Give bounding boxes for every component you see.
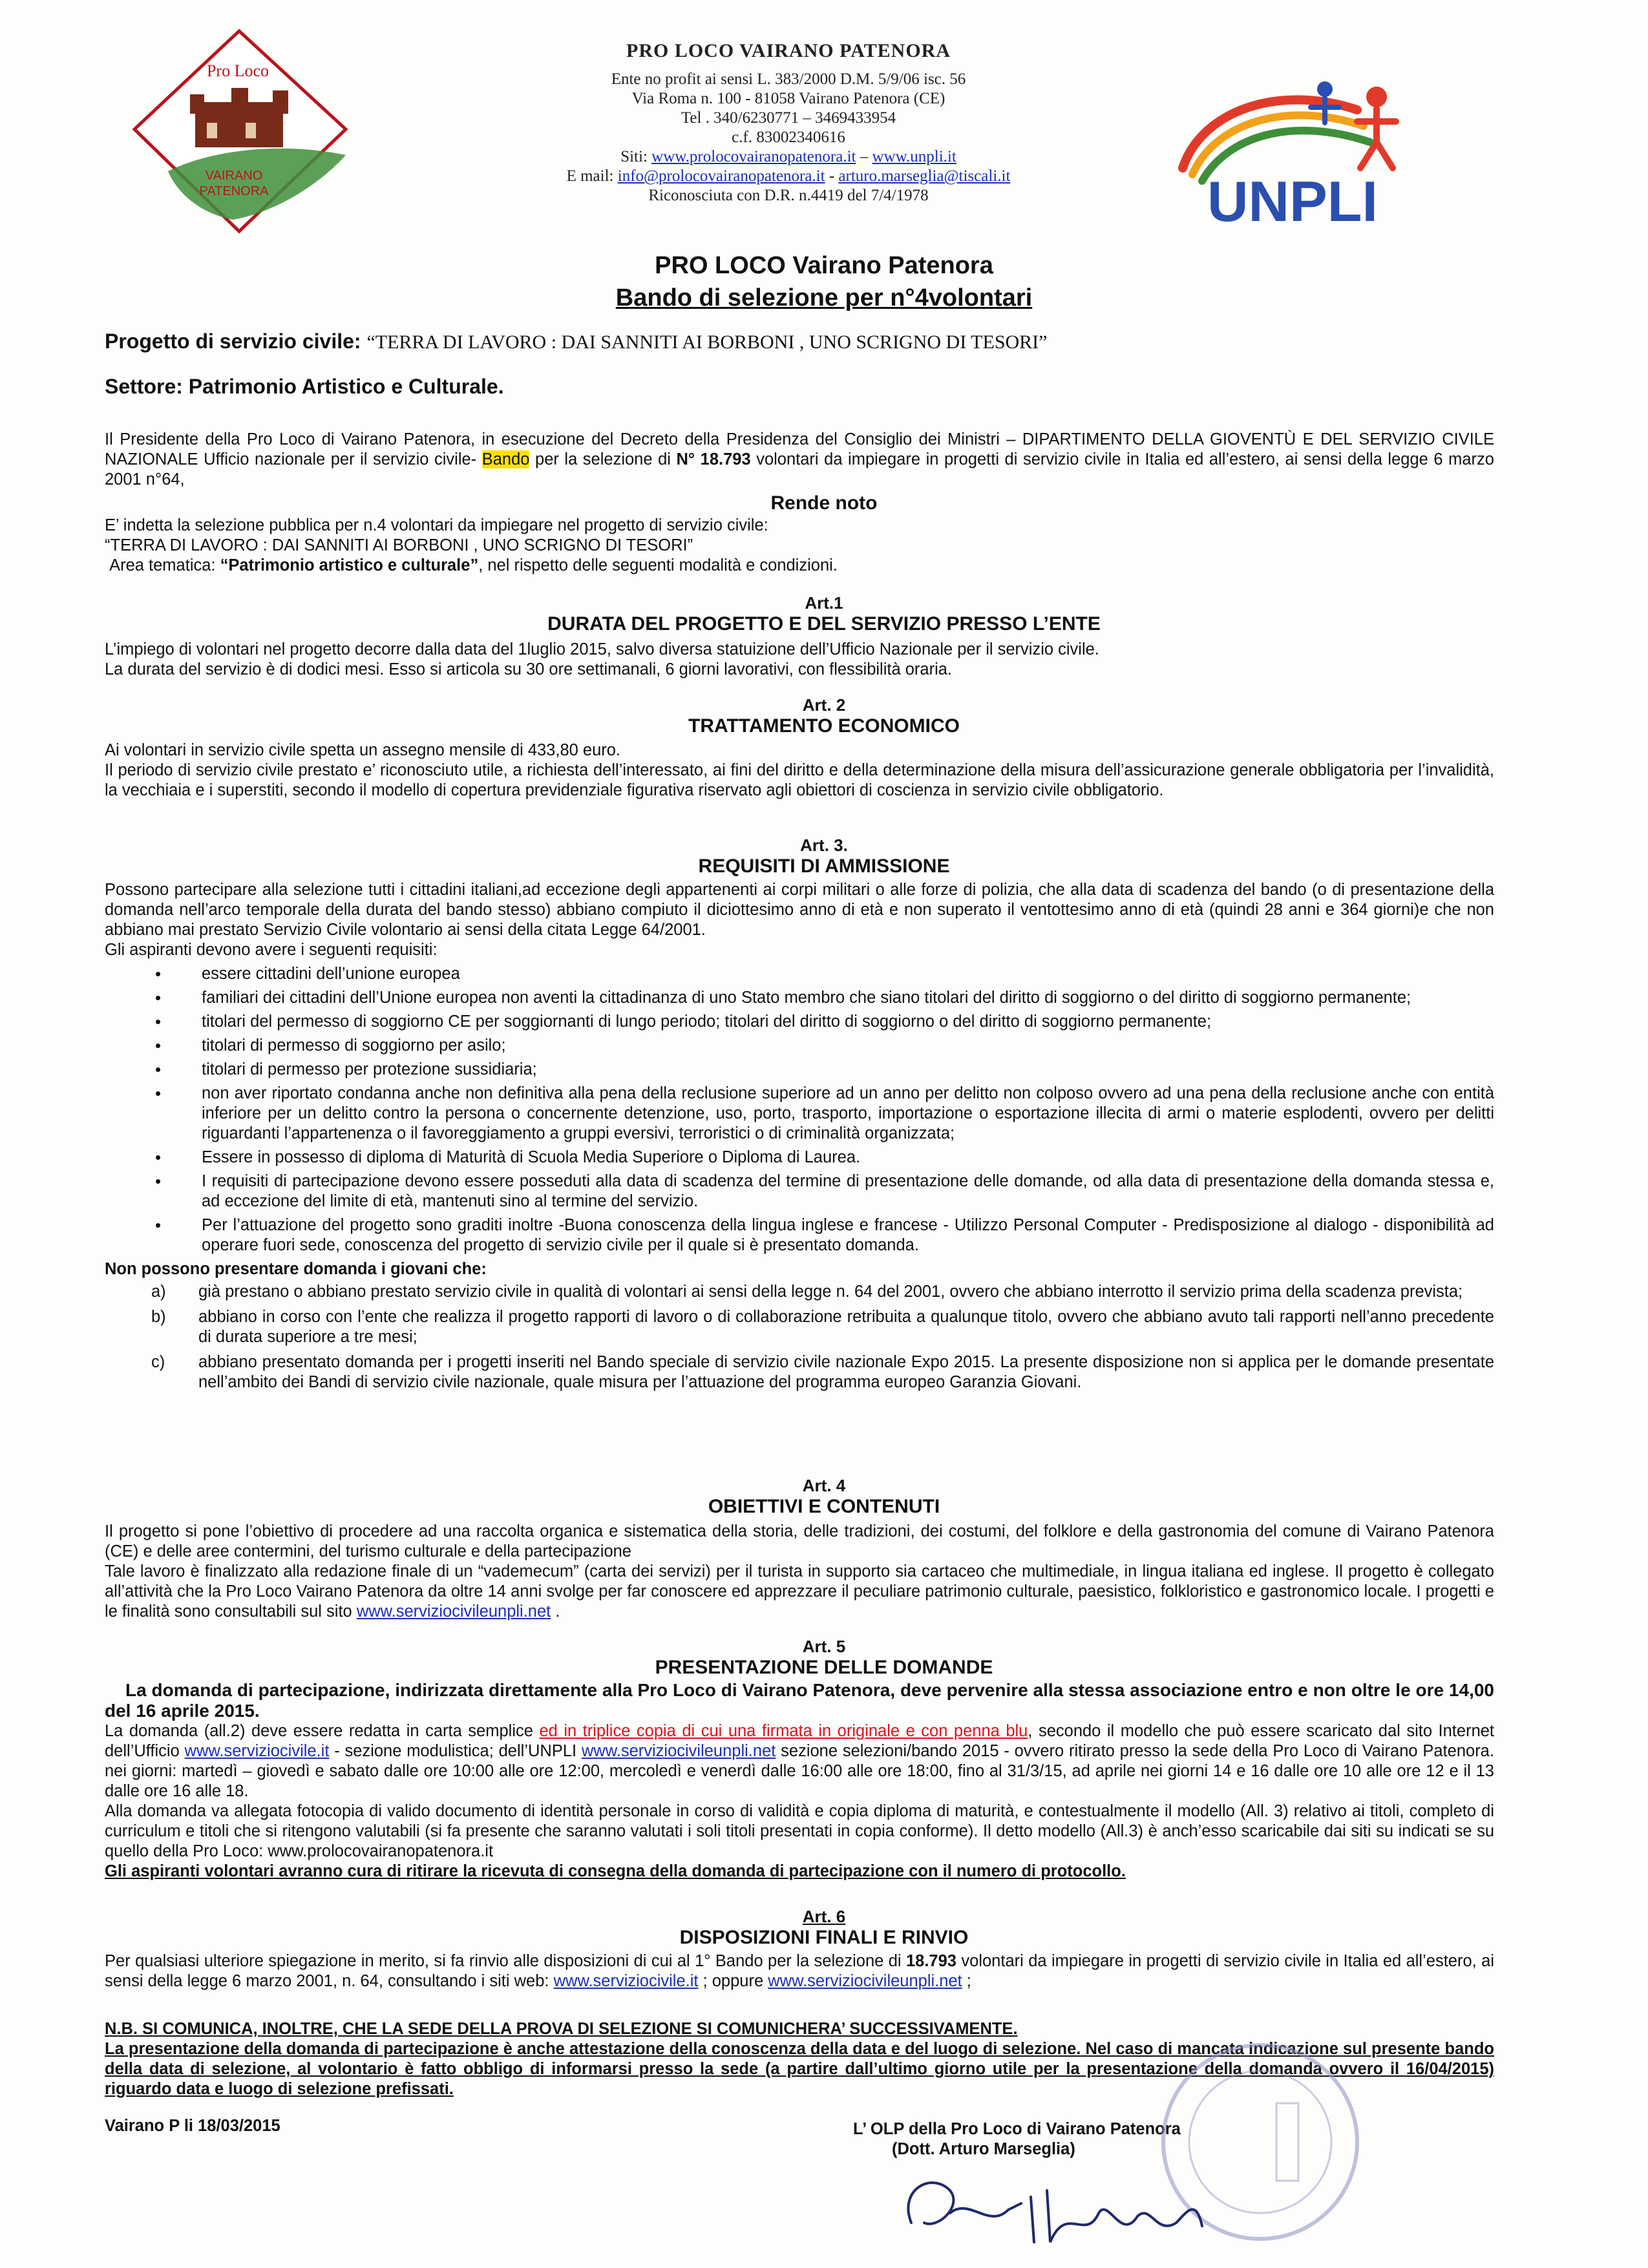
- logo-text-bottom-2: PATENORA: [199, 184, 269, 198]
- rende-line2: “TERRA DI LAVORO : DAI SANNITI AI BORBONI , UNO SCRIGNO DI TESORI”: [105, 536, 693, 554]
- bullet: •: [155, 1215, 162, 1235]
- art4-para2: [105, 1562, 1494, 1622]
- requirement-text: familiari dei cittadini dell’Unione europea non aventi la cittadinanza di uno Stato membro che siano titolari del diritto di soggiorno o del diritto di soggiorno permanente;: [202, 989, 1411, 1007]
- requirement-item: [105, 1171, 1494, 1212]
- art3-body: [105, 880, 1494, 1398]
- art2-line2: Il periodo di servizio civile prestato e’ riconosciuto utile, a richiesta dell’interessato, ai fini del diritto e della determinazione della misura dell’assicurazione generale obbligatoria per l’invalidità, la vecchiaia e i superstiti, secondo il modello di copertura previdenziale figurativa riservato agli obiettori di coscienza in servizio civile obbligatorio.: [105, 761, 1494, 799]
- intro-part3: volontari da impiegare in progetti di servizio civile in Italia ed all’estero, ai sensi della legge 6 marzo 2001 n°64,: [105, 450, 1494, 488]
- art5-p2-a: La domanda (all.2) deve essere redatta in carta semplice: [105, 1722, 533, 1740]
- art1-line2: La durata del servizio è di dodici mesi. Esso si articola su 30 ore settimanali, 6 giorni lavorativi, con flessibilità oraria.: [105, 660, 953, 678]
- letterhead-sites: [388, 147, 1189, 167]
- unpli-logo: [1163, 71, 1435, 246]
- intro-paragraph: [105, 430, 1494, 490]
- art5-red-text: ed in triplice copia di cui una firmata in originale e con penna blu: [539, 1722, 1028, 1740]
- logo-text-bottom-1: VAIRANO: [205, 169, 263, 183]
- exclusion-mark: a): [151, 1283, 166, 1301]
- art5-link-unpli[interactable]: www.serviziocivileunpli.net: [581, 1742, 776, 1760]
- requirement-text: titolari del permesso di soggiorno CE per soggiornanti di lungo periodo; titolari del diritto di soggiorno o del diritto di soggiorno permanente;: [202, 1013, 1212, 1031]
- exclusion-text: abbiano in corso con l’ente che realizza il progetto rapporti di lavoro o di collaborazione retribuita a qualunque titolo, ovvero che abbiano avuto tali rapporti nell’anno precedente di durata superiore a tre mesi;: [198, 1308, 1494, 1346]
- art6-link-unpli[interactable]: www.serviziocivileunpli.net: [768, 1972, 962, 1990]
- art1-line1: L’impiego di volontari nel progetto decorre dalla data del 1luglio 2015, salvo diversa statuizione dell’Ufficio Nazionale per il servizio civile.: [105, 640, 1099, 658]
- bullet: •: [155, 1084, 162, 1103]
- highlighted-bando: Bando: [481, 450, 530, 468]
- art5-title: PRESENTAZIONE DELLE DOMANDE: [655, 1657, 993, 1678]
- requirement-item: [105, 1012, 1494, 1032]
- art3-title: REQUISITI DI AMMISSIONE: [698, 856, 950, 877]
- art6-para: [105, 1951, 1494, 1991]
- letterhead-email: [388, 167, 1189, 186]
- nb-para: La presentazione della domanda di partecipazione è anche attestazione della conoscenza della data e del luogo di selezione. Nel caso di mancata indicazione sul presente bando della data di selezione, al volontario è fatto obbligo di informarsi presso la sede (a partire dall’ultimo giorno utile per la presentazione della domanda ovvero il 16/04/2015) riguardo data e luogo di selezione prefissati.: [105, 2040, 1494, 2098]
- olp-title: L’ OLP della Pro Loco di Vairano Patenora: [853, 2120, 1181, 2138]
- logo-text-top: Pro Loco: [206, 61, 269, 80]
- document-subtitle: [0, 284, 1648, 312]
- requirement-text: essere cittadini dell’unione europea: [202, 965, 460, 983]
- intro-part2: per la selezione di: [535, 450, 671, 468]
- art6-title: DISPOSIZIONI FINALI E RINVIO: [679, 1927, 969, 1948]
- art6-body: [105, 1951, 1494, 1991]
- requirement-item: [105, 1084, 1494, 1144]
- letterhead-line3: Tel . 340/6230771 – 3469433954: [681, 109, 896, 127]
- rende-line3: [105, 556, 1494, 576]
- bullet: •: [155, 1171, 162, 1191]
- exclusions-list: [105, 1282, 1494, 1392]
- art6-number: Art. 6: [802, 1907, 846, 1926]
- rende-line3-pre: Area tematica:: [109, 556, 216, 574]
- requirement-text: I requisiti di partecipazione devono essere posseduti alla data di scadenza del termine di presentazione delle domande, od alla data di presentazione della domanda stessa e, ad eccezione del limite di età, mantenuti sino al termine del servizio.: [202, 1172, 1494, 1210]
- requirement-item: [105, 964, 1494, 984]
- art5-para3: Alla domanda va allegata fotocopia di valido documento di identità personale in corso di validità e copia diploma di maturità, e contestualmente il modello (All. 3) relativo ai titoli, completo di curriculum e titoli che si ritengono valutabili (si fa presente che saranno valutati i soli titoli presentati in copia conforme). Il detto modello (All.3) è anch’esso scaricabile dai siti su indicati se su quello della Pro Loco: www.prolocovairanopatenora.it: [105, 1802, 1494, 1860]
- letterhead-recognition: Riconosciuta con D.R. n.4419 del 7/4/1978: [648, 187, 929, 204]
- site-link-unpli[interactable]: www.unpli.it: [872, 148, 956, 165]
- place-date: Vairano P li 18/03/2015: [105, 2117, 280, 2135]
- bullet: •: [155, 988, 162, 1007]
- email-label: E mail:: [566, 167, 614, 185]
- pro-loco-logo: [123, 26, 368, 239]
- art4-title: OBIETTIVI E CONTENUTI: [708, 1496, 940, 1517]
- art4-para1: Il progetto si pone l’obiettivo di procedere ad una raccolta organica e sistematica della storia, delle tradizioni, dei costumi, del folklore e della gastronomia del comune di Vairano Patenora (CE) e delle aree contermini, del turismo culturale e della partecipazione: [105, 1522, 1494, 1560]
- art5-heading: [0, 1636, 1648, 1679]
- requirement-item: [105, 1215, 1494, 1255]
- art2-line1: Ai volontari in servizio civile spetta un assegno mensile di 433,80 euro.: [105, 741, 621, 759]
- art4-number: Art. 4: [802, 1476, 846, 1495]
- requirement-text: titolari di permesso per protezione sussidiaria;: [202, 1060, 537, 1078]
- exclusion-mark: c): [151, 1353, 165, 1371]
- signer-name: (Dott. Arturo Marseglia): [892, 2140, 1075, 2158]
- letterhead-line4: c.f. 83002340616: [732, 129, 845, 146]
- bullet: •: [155, 1036, 162, 1055]
- email-link-arturo[interactable]: arturo.marseglia@tiscali.it: [838, 167, 1011, 185]
- art1-number: Art.1: [805, 593, 843, 613]
- art3-intro: Possono partecipare alla selezione tutti i cittadini italiani,ad eccezione degli appartenenti ai corpi militari o alle forze di polizia, che alla data di scadenza del bando (o di presentazione della domanda nell’arco temporale della durata del bando stesso) abbiano compiuto il diciottesimo anno di età e non superato il ventottesimo anno di età (quindi 28 anni e 364 giorni)e che non abbiano mai prestato Servizio Civile volontario ai sensi della citata Legge 64/2001.: [105, 881, 1494, 939]
- art5-p2-c: - sezione modulistica; dell’UNPLI: [334, 1742, 577, 1760]
- unpli-wordmark: UNPLI: [1207, 169, 1378, 233]
- rende-noto-heading: Rende noto: [770, 492, 878, 514]
- art5-link-serviziocivile[interactable]: www.serviziocivile.it: [184, 1742, 330, 1760]
- letterhead-details: [388, 70, 1189, 205]
- site-link-proloco[interactable]: www.prolocovairanopatenora.it: [651, 148, 856, 165]
- art6-p1-d: ;: [966, 1972, 971, 1990]
- art5-para4: Gli aspiranti volontari avranno cura di ritirare la ricevuta di consegna della domanda di partecipazione con il numero di protocollo.: [105, 1862, 1126, 1880]
- art3-number: Art. 3.: [800, 835, 848, 855]
- project-name: “TERRA DI LAVORO : DAI SANNITI AI BORBONI , UNO SCRIGNO DI TESORI”: [366, 331, 1048, 353]
- sites-label: Siti:: [620, 148, 648, 165]
- art3-req-lead: Gli aspiranti devono avere i seguenti requisiti:: [105, 941, 438, 959]
- art6-link-serviziocivile[interactable]: www.serviziocivile.it: [553, 1972, 699, 1990]
- intro-part1: Il Presidente della Pro Loco di Vairano Patenora, in esecuzione del Decreto della Presidenza del Consiglio dei Ministri – DIPARTIMENTO DELLA GIOVENTÙ E DEL SERVIZIO CIVILE NAZIONALE Ufficio nazionale per il servizio civile-: [105, 430, 1494, 468]
- requirement-item: [105, 988, 1494, 1008]
- rende-line3-post: , nel rispetto delle seguenti modalità e condizioni.: [478, 556, 838, 574]
- art6-number-value: 18.793: [905, 1952, 956, 1970]
- requirement-item: [105, 1060, 1494, 1080]
- exclusion-item: [105, 1352, 1494, 1392]
- art1-heading: [0, 593, 1648, 635]
- art5-body: [105, 1680, 1494, 1882]
- art5-p2-d: sezione selezioni/bando 2015 - ovvero ritirato presso la sede della Pro Loco di Vairano Patenora. nei giorni: martedì – giovedì e sabato dalle ore 10:00 alle ore 12:00, mercoledì e venerdì dalle 16:00 alle ore 18:00, fino al 31/3/15, ad aprile nei giorni 14 e 16 dalle ore 10 alle ore 12 e il 13 dalle ore 16 alle 18.: [105, 1742, 1494, 1800]
- art4-body: [105, 1522, 1494, 1622]
- art2-heading: [0, 695, 1648, 737]
- art2-title: TRATTAMENTO ECONOMICO: [688, 715, 960, 737]
- document-subtitle-text: Bando di selezione per n°4volontari: [615, 284, 1033, 311]
- exclusion-mark: b): [151, 1308, 166, 1326]
- art4-link-unpli[interactable]: www.serviziocivileunpli.net: [356, 1602, 551, 1621]
- email-separator: -: [829, 167, 835, 185]
- art4-heading: [0, 1475, 1648, 1518]
- art4-end: .: [555, 1602, 560, 1621]
- art6-p1-a: Per qualsiasi ulteriore spiegazione in merito, si fa rinvio alle disposizioni di cui al 1° Bando per la selezione di: [105, 1952, 902, 1970]
- requirements-list: [105, 964, 1494, 1255]
- rende-line1: E’ indetta la selezione pubblica per n.4 volontari da impiegare nel progetto di servizio civile:: [105, 516, 768, 534]
- art1-body: [105, 640, 1494, 680]
- exclusion-text: già prestano o abbiano prestato servizio civile in qualità di volontari ai sensi della legge n. 64 del 2001, ovvero che abbiano interrotto il servizio prima della scadenza prevista;: [198, 1283, 1463, 1301]
- email-link-info[interactable]: info@prolocovairanopatenora.it: [617, 167, 825, 185]
- requirement-text: titolari di permesso di soggiorno per asilo;: [202, 1036, 506, 1055]
- art5-p2-b: , secondo il modello che può essere scaricato dal sito Internet dell’Ufficio: [105, 1722, 1495, 1760]
- requirement-text: Per l’attuazione del progetto sono graditi inoltre -Buona conoscenza della lingua inglese e francese - Utilizzo Personal Computer - Predisposizione al dialogo - disponibilità ad operare fuori sede, conoscenza del progetto di servizio civile per il quale si è presentato domanda.: [202, 1216, 1494, 1254]
- nb-line1: N.B. SI COMUNICA, INOLTRE, CHE LA SEDE DELLA PROVA DI SELEZIONE SI COMUNICHERA’ SUCCESSIVAMENTE.: [105, 2020, 1018, 2038]
- rende-line3-bold: “Patrimonio artistico e culturale”: [220, 556, 479, 574]
- art3-heading: [0, 835, 1648, 877]
- exclusions-lead: Non possono presentare domanda i giovani che:: [105, 1260, 487, 1278]
- requirement-item: [105, 1148, 1494, 1168]
- intro-number: N° 18.793: [676, 450, 751, 468]
- bullet: •: [155, 1012, 162, 1031]
- exclusion-text: abbiano presentato domanda per i progetti inseriti nel Bando speciale di servizio civile nazionale Expo 2015. La presente disposizione non si applica per le domande presentate nell’ambito dei Bandi di servizio civile nazionale, quale misura per l’attuazione del programma europeo Garanzia Giovani.: [198, 1353, 1494, 1391]
- art1-title: DURATA DEL PROGETTO E DEL SERVIZIO PRESSO L’ENTE: [547, 613, 1101, 635]
- art4-para2-text: Tale lavoro è finalizzato alla redazione finale di un “vademecum” (carta dei servizi) per il turista in supporto sia cartaceo che multimediale, in lingua italiana ed inglese. Il progetto è collegato all’attività che la Pro Loco Vairano Patenora da oltre 14 anni svolge per far conoscere ed apprezzare il peculiare patrimonio culturale, paesistico, folkloristico e gastronomico locale. I progetti e le finalità sono consultabili sul sito: [105, 1562, 1494, 1621]
- bullet: •: [155, 964, 162, 983]
- requirement-text: Essere in possesso di diploma di Maturità di Scuola Media Superiore o Diploma di Laurea.: [202, 1148, 861, 1166]
- sector-line: Settore: Patrimonio Artistico e Culturale.: [105, 375, 504, 398]
- document-title: PRO LOCO Vairano Patenora: [655, 252, 993, 279]
- exclusion-item: [105, 1282, 1494, 1302]
- letterhead-org: PRO LOCO VAIRANO PATENORA: [626, 40, 951, 61]
- art2-number: Art. 2: [802, 695, 846, 715]
- letterhead-line1: Ente no profit ai sensi L. 383/2000 D.M. 5/9/06 isc. 56: [611, 70, 966, 88]
- rende-noto-body: [105, 516, 1494, 576]
- art5-number: Art. 5: [802, 1637, 846, 1656]
- art6-p1-c: ; oppure: [703, 1972, 764, 1990]
- project-line: [105, 331, 1494, 352]
- exclusion-item: [105, 1307, 1494, 1347]
- art5-para2: [105, 1721, 1494, 1801]
- art6-p1-b: volontari da impiegare in progetti di servizio civile in Italia ed all’estero, ai sensi della legge 6 marzo 2001, n. 64, consultando i siti web:: [105, 1952, 1494, 1990]
- art2-body: [105, 740, 1494, 801]
- handwritten-signature-icon: [892, 2152, 1254, 2262]
- art6-heading: [0, 1906, 1648, 1949]
- sites-separator: –: [860, 148, 869, 165]
- requirement-item: [105, 1036, 1494, 1056]
- bullet: •: [155, 1060, 162, 1079]
- art5-bold-para: La domanda di partecipazione, indirizzata direttamente alla Pro Loco di Vairano Patenora, deve pervenire alla stessa associazione entro e non oltre le ore 14,00 del 16 aprile 2015.: [105, 1680, 1494, 1721]
- bullet: •: [155, 1148, 162, 1167]
- project-label: Progetto di servizio civile:: [105, 330, 361, 353]
- letterhead-line2: Via Roma n. 100 - 81058 Vairano Patenora (CE): [631, 90, 945, 107]
- requirement-text: non aver riportato condanna anche non definitiva alla pena della reclusione superiore ad un anno per delitto non colposo ovvero ad una pena della reclusione anche con entità inferiore per un delitto contro la persona o concernente detenzione, uso, porto, trasporto, importazione o esportazione illecita di armi o materie esplodenti, ovvero per delitti riguardanti l’appartenenza o il favoreggiamento a gruppi eversivi, terroristici o di criminalità organizzata;: [202, 1084, 1494, 1142]
